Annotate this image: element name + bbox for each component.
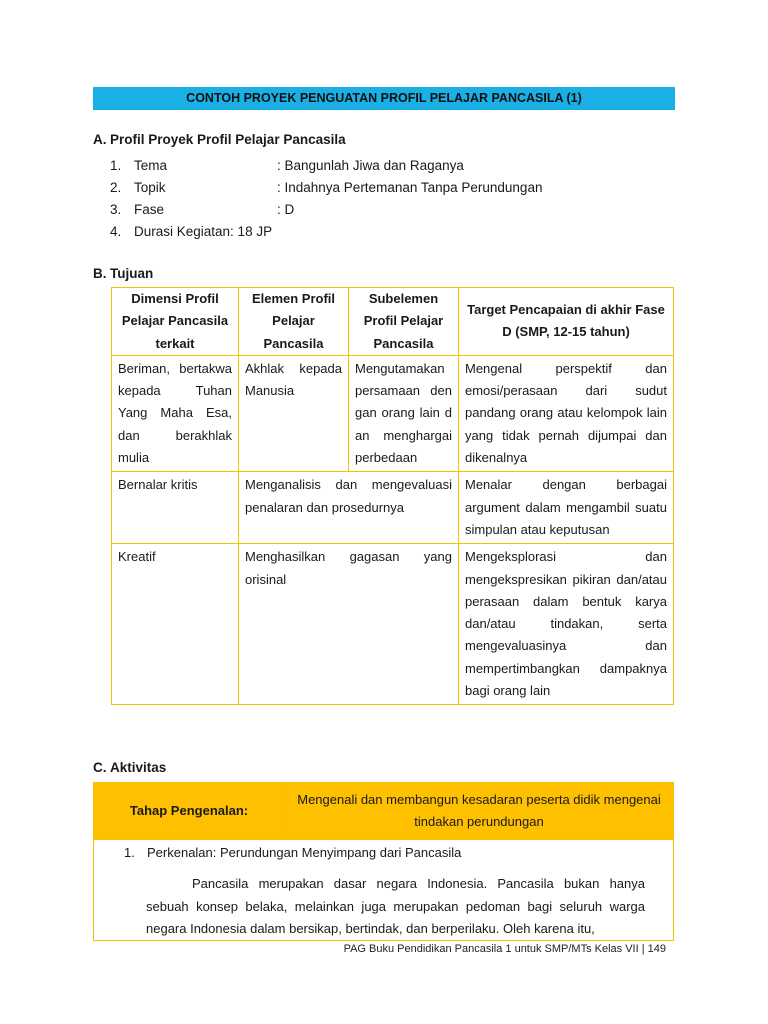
activity-paragraph: Pancasila merupakan dasar negara Indonesia. Pancasila bukan hanya sebuah konsep belaka, melainkan juga merupakan pedoman bagi seluruh warga negara Indonesia dalam bersikap, bertindak, dan berperilaku. Oleh karena itu,: [146, 876, 645, 936]
section-a-heading: [93, 132, 346, 147]
activity-item: [124, 842, 673, 864]
section-c-heading: [93, 760, 166, 775]
cell-target: Mengenal perspektif dan emosi/perasaan dari sudut pandang orang atau kelompok lain yang tidak pernah dijumpai dan dikenalnya: [459, 355, 674, 471]
profile-item-tema: [110, 155, 542, 177]
list-number: 1.: [110, 158, 122, 173]
section-a-letter: A.: [93, 132, 107, 147]
profile-label: Durasi Kegiatan: 18 JP: [134, 224, 273, 239]
cell-dimensi: Kreatif: [112, 544, 239, 705]
header-target: Target Pencapaian di akhir Fase D (SMP, 12-15 tahun): [459, 288, 674, 356]
profile-item-durasi: [110, 221, 542, 243]
cell-elemen: Akhlak kepada Manusia: [239, 355, 349, 471]
section-c-title: Aktivitas: [110, 760, 167, 775]
table-row: [112, 355, 674, 471]
activity-item-number: 1.: [124, 845, 135, 860]
cell-subelemen: Mengutamakan persamaan dengan orang lain dan menghargai perbedaan: [349, 355, 459, 471]
profile-item-fase: [110, 199, 542, 221]
cell-elemen-subelemen: Menghasilkan gagasan yang orisinal: [239, 544, 459, 705]
section-c-letter: C.: [93, 760, 107, 775]
header-dimensi: Dimensi Profil Pelajar Pancasila terkait: [112, 288, 239, 356]
profile-value: : Bangunlah Jiwa dan Raganya: [277, 158, 464, 173]
list-number: 3.: [110, 202, 122, 217]
cell-target: Menalar dengan berbagai argument dalam mengambil suatu simpulan atau keputusan: [459, 472, 674, 544]
tahap-row: [94, 783, 674, 840]
list-number: 4.: [110, 224, 122, 239]
profile-value: : Indahnya Pertemanan Tanpa Perundungan: [277, 180, 543, 195]
activity-item-title: Perkenalan: Perundungan Menyimpang dari Pancasila: [147, 845, 462, 860]
list-number: 2.: [110, 180, 122, 195]
tahap-description: Mengenali dan membangun kesadaran peserta didik mengenai tindakan perundungan: [285, 783, 674, 840]
section-b-title: Tujuan: [110, 266, 154, 281]
cell-dimensi: Beriman, bertakwa kepada Tuhan Yang Maha Esa, dan berakhlak mulia: [112, 355, 239, 471]
cell-dimensi: Bernalar kritis: [112, 472, 239, 544]
profile-list: [110, 155, 542, 243]
header-subelemen: Subelemen Profil Pelajar Pancasila: [349, 288, 459, 356]
table-row: [112, 544, 674, 705]
section-b-heading: [93, 266, 153, 281]
tujuan-table: [111, 287, 674, 705]
page-banner-title: CONTOH PROYEK PENGUATAN PROFIL PELAJAR PANCASILA (1): [93, 87, 675, 110]
section-b-letter: B.: [93, 266, 107, 281]
header-elemen: Elemen Profil Pelajar Pancasila: [239, 288, 349, 356]
profile-label: Tema: [134, 158, 168, 173]
profile-label: Topik: [134, 180, 166, 195]
aktivitas-table: [93, 782, 674, 941]
cell-target: Mengeksplorasi dan mengekspresikan pikiran dan/atau perasaan dalam bentuk karya dan/atau tindakan, serta mengevaluasinya dan mempertimbangkan dampaknya bagi orang lain: [459, 544, 674, 705]
table-header-row: [112, 288, 674, 356]
profile-label: Fase: [134, 202, 165, 217]
profile-value: : D: [277, 202, 295, 217]
page-footer: PAG Buku Pendidikan Pancasila 1 untuk SMP/MTs Kelas VII | 149: [343, 943, 666, 955]
profile-item-topik: [110, 177, 542, 199]
activity-row: [94, 840, 674, 941]
table-row: [112, 472, 674, 544]
cell-elemen-subelemen: Menganalisis dan mengevaluasi penalaran dan prosedurnya: [239, 472, 459, 544]
tahap-label: Tahap Pengenalan:: [94, 783, 285, 840]
activity-body: [94, 840, 674, 941]
section-a-title: Profil Proyek Profil Pelajar Pancasila: [110, 132, 346, 147]
